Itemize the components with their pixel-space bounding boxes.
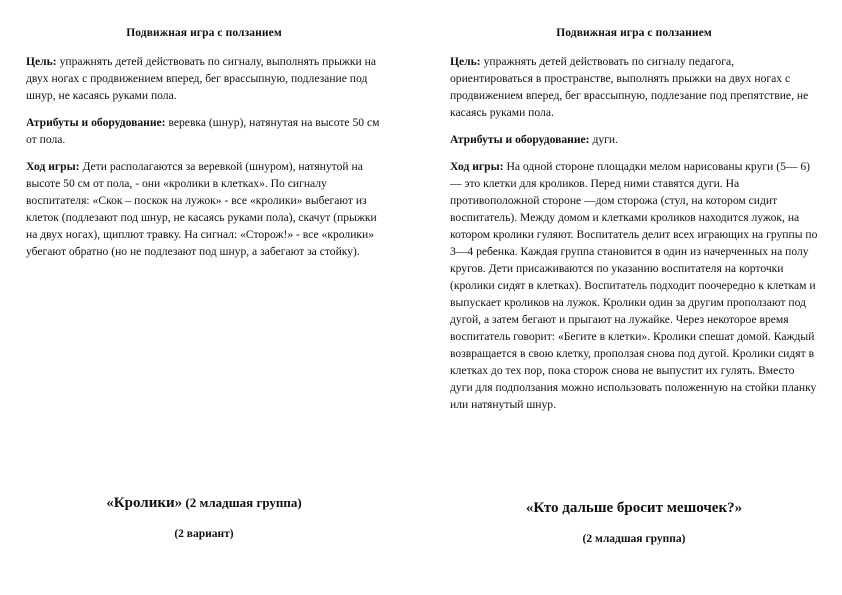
left-equipment-paragraph: [26, 114, 382, 148]
right-game-paragraph: [450, 158, 818, 413]
right-game-title: «Кто дальше бросит мешочек?»: [525, 500, 743, 516]
left-goal-paragraph: [26, 53, 382, 104]
right-column: [450, 0, 818, 595]
right-goal-label: Цель:: [450, 55, 481, 68]
left-group: (2 младшая группа): [182, 495, 302, 510]
right-equipment-text: дуги.: [589, 133, 618, 146]
right-game-text: На одной стороне площадки мелом нарисованы круги (5— 6) — это клетки для кроликов. Перед ними ставятся дуги. На противоположной стороне —дом сторожа (стул, на котором сидит воспитатель). Между домом и клетками кроликов находится лужок, на котором кролики гуляют. Воспитатель делит всех играющих на группы по 3—4 ребенка. Каждая группа становится в один из начерченных на полу кругов. Дети присаживаются по указанию воспитателя на корточки (кролики сидят в клетках). Воспитатель подходит поочередно к клеткам и выпускает кроликов на лужок. Кролики один за другим проползают под дугой, а затем бегают и прыгают на лужайке. Через некоторое время воспитатель говорит: «Бегите в клетки». Кролики спешат домой. Каждый возвращается в свою клетку, проползая снова под дугой. Кролики сидят в клетках до тех пор, пока сторож снова не выпустит их гулять. Вместо дуги для подползания можно использовать положенную на стойки планку или натянутый шнур.: [450, 160, 818, 411]
left-body: [26, 53, 382, 270]
right-goal-paragraph: [450, 53, 818, 121]
right-body: [450, 53, 818, 423]
left-column: [26, 0, 382, 595]
left-game-title: [26, 495, 382, 512]
left-game-text: Дети располагаются за веревкой (шнуром), натянутой на высоте 50 см от пола, - они «кролики в клетках». По сигналу воспитателя: «Скок – поскок на лужок» - все «кролики» выбегают из клеток (подлезают под шнур, не касаясь руками пола), скачут (прыжки на двух ногах), щиплют травку. На сигнал: «Сторож!» - все «кролики» убегают обратно (но не подлезают под шнур, а забегают за стойку).: [26, 160, 377, 258]
left-heading: Подвижная игра с ползанием: [126, 27, 282, 39]
right-equipment-label: Атрибуты и оборудование:: [450, 133, 590, 146]
left-variant: (2 вариант): [174, 528, 234, 540]
left-equipment-text: веревка (шнур), натянутая на высоте 50 см от пола.: [26, 116, 380, 146]
left-game-paragraph: [26, 158, 382, 260]
right-game-label: Ход игры:: [450, 160, 504, 173]
left-game-label: Ход игры:: [26, 160, 80, 173]
right-heading: Подвижная игра с ползанием: [556, 27, 712, 39]
right-equipment-paragraph: [450, 131, 818, 148]
left-goal-text: упражнять детей действовать по сигналу, выполнять прыжки на двух ногах с продвижением вперед, бег врассыпную, подлезание под шнур, не касаясь руками пола.: [26, 55, 376, 102]
left-game-name: «Кролики»: [106, 495, 183, 511]
left-goal-label: Цель:: [26, 55, 57, 68]
right-goal-text: упражнять детей действовать по сигналу педагога, ориентироваться в пространстве, выполнять прыжки на двух ногах с продвижением вперед, бег врассыпную, подлезание под препятствие, не касаясь руками пола.: [450, 55, 809, 119]
left-equipment-label: Атрибуты и оборудование:: [26, 116, 166, 129]
right-group: (2 младшая группа): [582, 533, 686, 545]
